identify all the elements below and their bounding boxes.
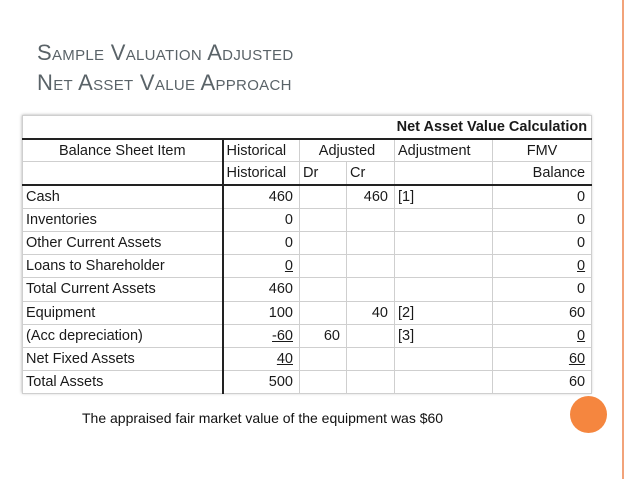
header-balance-sheet-item: Balance Sheet Item (23, 139, 223, 162)
table-row (23, 208, 592, 231)
row-historical-value: -60 (272, 327, 293, 344)
row-cr: 40 (347, 301, 395, 324)
row-historical (223, 255, 300, 278)
equipment-note: The appraised fair market value of the equipment was $60 (82, 410, 444, 426)
table-row (23, 301, 592, 324)
row-adjustment (395, 208, 493, 231)
row-adjustment: [1] (395, 185, 493, 208)
header-dr: Dr (300, 162, 347, 185)
row-item: Inventories (23, 208, 223, 231)
header-empty-cell (23, 162, 223, 185)
table-title-row (23, 116, 592, 139)
table-row (23, 347, 592, 370)
row-cr (347, 278, 395, 301)
row-dr (300, 301, 347, 324)
table-row (23, 231, 592, 254)
slide-title (37, 38, 293, 98)
header-adjustment: Adjustment (395, 139, 493, 162)
header-cr: Cr (347, 162, 395, 185)
row-adjustment (395, 231, 493, 254)
row-fmv: 0 (493, 231, 592, 254)
row-item: Equipment (23, 301, 223, 324)
row-historical: 100 (223, 301, 300, 324)
row-cr (347, 347, 395, 370)
row-dr (300, 231, 347, 254)
header-adjusted: Adjusted (300, 139, 395, 162)
row-historical: 460 (223, 278, 300, 301)
row-historical-value: 0 (284, 258, 293, 275)
orange-circle-decoration (570, 396, 607, 433)
row-adjustment: [3] (395, 324, 493, 347)
row-historical: 460 (223, 185, 300, 208)
row-cr: 460 (347, 185, 395, 208)
row-fmv-value: 0 (577, 258, 586, 275)
row-cr (347, 208, 395, 231)
row-fmv: 0 (493, 278, 592, 301)
row-cr (347, 371, 395, 394)
net-asset-value-table (22, 115, 591, 393)
calculation-table (22, 115, 592, 394)
row-cr (347, 324, 395, 347)
row-adjustment (395, 278, 493, 301)
header-historical-2: Historical (223, 162, 300, 185)
row-item: Other Current Assets (23, 231, 223, 254)
table-row (23, 255, 592, 278)
row-historical: 500 (223, 371, 300, 394)
row-fmv (493, 347, 592, 370)
row-item: Loans to Shareholder (23, 255, 223, 278)
header-balance: Balance (493, 162, 592, 185)
row-item: Net Fixed Assets (23, 347, 223, 370)
row-historical-value: 40 (276, 350, 293, 367)
row-item: Total Assets (23, 371, 223, 394)
row-historical: 0 (223, 231, 300, 254)
row-item: Cash (23, 185, 223, 208)
header-row-2 (23, 162, 592, 185)
header-row-1 (23, 139, 592, 162)
row-fmv: 0 (493, 208, 592, 231)
header-adjustment-empty (395, 162, 493, 185)
row-dr (300, 371, 347, 394)
slide-title-line-2: Net Asset Value Approach (37, 70, 292, 95)
row-cr (347, 231, 395, 254)
table-row (23, 371, 592, 394)
row-item: (Acc depreciation) (23, 324, 223, 347)
row-cr (347, 255, 395, 278)
row-historical (223, 347, 300, 370)
row-fmv-value: 60 (568, 350, 586, 367)
row-adjustment: [2] (395, 301, 493, 324)
row-dr (300, 185, 347, 208)
row-fmv: 0 (493, 185, 592, 208)
row-adjustment (395, 347, 493, 370)
row-fmv (493, 255, 592, 278)
row-fmv (493, 324, 592, 347)
row-dr (300, 347, 347, 370)
row-historical: 0 (223, 208, 300, 231)
header-historical: Historical (223, 139, 300, 162)
row-item: Total Current Assets (23, 278, 223, 301)
slide-title-line-1: Sample Valuation Adjusted (37, 40, 294, 65)
row-fmv-value: 0 (577, 327, 586, 344)
row-dr: 60 (300, 324, 347, 347)
row-historical (223, 324, 300, 347)
table-row (23, 324, 592, 347)
header-fmv: FMV (493, 139, 592, 162)
table-row (23, 185, 592, 208)
row-adjustment (395, 371, 493, 394)
row-dr (300, 278, 347, 301)
row-adjustment (395, 255, 493, 278)
slide-border-line (622, 0, 624, 479)
row-dr (300, 255, 347, 278)
row-fmv: 60 (493, 301, 592, 324)
row-dr (300, 208, 347, 231)
table-row (23, 278, 592, 301)
table-title: Net Asset Value Calculation (23, 116, 592, 139)
row-fmv: 60 (493, 371, 592, 394)
